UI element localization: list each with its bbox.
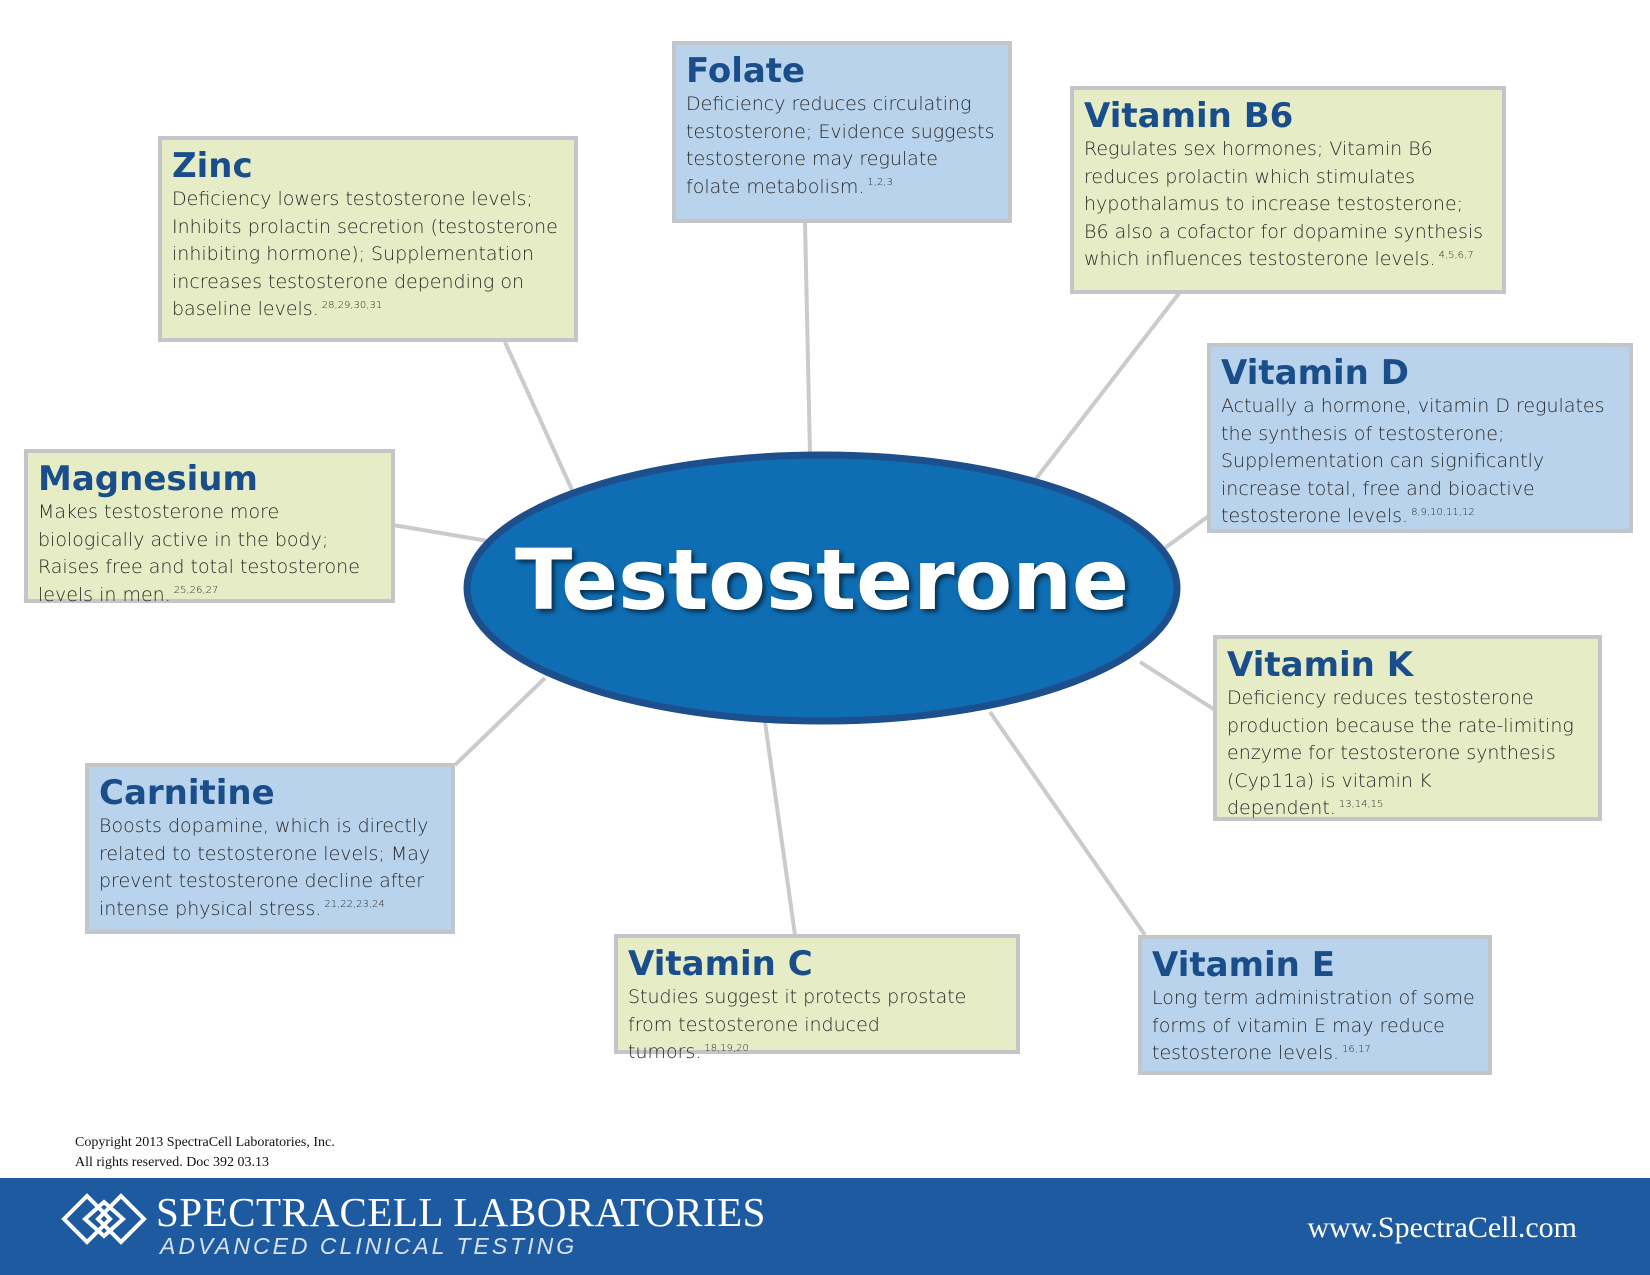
- website-link[interactable]: www.SpectraCell.com: [1307, 1211, 1577, 1244]
- node-vitamin-d: [1207, 343, 1633, 533]
- node-title: Magnesium: [38, 459, 258, 499]
- node-zinc: [158, 136, 578, 342]
- node-body: Deficiency reduces circulating testosterone; Evidence suggests testosterone may regulate folate metabolism. $^{1,2,3}$: [686, 93, 995, 198]
- connector-vitamin-d: [1165, 515, 1210, 548]
- node-refs: 28,29,30,31: [321, 299, 383, 311]
- connector-magnesium: [393, 525, 488, 541]
- brand-tagline: ADVANCED CLINICAL TESTING: [160, 1233, 578, 1259]
- footer-bar: [0, 1178, 1650, 1275]
- node-title: Folate: [686, 51, 806, 91]
- connector-zinc: [505, 342, 572, 490]
- node-title: Vitamin D: [1221, 353, 1409, 393]
- node-body: Deficiency lowers testosterone levels; Inhibits prolactin secretion (testosterone inhibiting hormone); Supplementation increases testosterone depending on baseline levels. $^{28,29,30,31}$: [172, 188, 558, 320]
- node-vitamin-c: [614, 934, 1020, 1063]
- copyright: [75, 1133, 335, 1173]
- node-vitamin-b6: [1070, 86, 1506, 294]
- node-refs: 25,26,27: [173, 585, 219, 597]
- connector-carnitine: [455, 678, 545, 765]
- node-title: Vitamin C: [628, 944, 813, 984]
- copyright-line-1: Copyright 2013 SpectraCell Laboratories, Inc.: [75, 1135, 335, 1150]
- node-refs: 21,22,23,24: [324, 899, 385, 911]
- brand-name: SPECTRACELL LABORATORIES: [156, 1189, 766, 1235]
- node-refs: 13,14,15: [1338, 798, 1384, 810]
- center-label: Testosterone: [514, 530, 1130, 629]
- node-title: Vitamin B6: [1084, 96, 1294, 136]
- node-refs: 1,2,3: [867, 177, 893, 189]
- node-title: Zinc: [172, 146, 253, 186]
- node-refs: 18,19,20: [704, 1042, 749, 1054]
- connector-vitamin-c: [765, 722, 795, 935]
- node-carnitine: [85, 763, 455, 934]
- node-title: Vitamin E: [1152, 945, 1335, 985]
- node-magnesium: [24, 449, 395, 606]
- node-refs: 8,9,10,11,12: [1411, 506, 1475, 518]
- node-body: Regulates sex hormones; Vitamin B6 reduces prolactin which stimulates hypothalamus to increase testosterone; B6 also a cofactor for dopamine synthesis which influences testosterone levels. $^{4,5,6,7}$: [1084, 138, 1484, 270]
- connector-vitamin-b6: [1035, 292, 1180, 480]
- node-body: Studies suggest it protects prostate from testosterone induced tumors. $^{18,19,20}$: [628, 986, 967, 1063]
- node-body: Deficiency reduces testosterone production because the rate-limiting enzyme for testosterone synthesis (Cyp11a) is vitamin K dependent. $^{13,14,15}$: [1227, 687, 1574, 819]
- copyright-line-2: All rights reserved. Doc 392 03.13: [75, 1155, 270, 1170]
- node-body: Actually a hormone, vitamin D regulates the synthesis of testosterone; Supplementation can significantly increase total, free and bioactive testosterone levels. $^{8,9,10,11,12}$: [1221, 395, 1605, 527]
- node-body: Makes testosterone more biologically active in the body; Raises free and total testosterone levels in men. $^{25,26,27}$: [38, 501, 360, 606]
- node-folate: [672, 41, 1012, 223]
- node-vitamin-e: [1138, 935, 1492, 1075]
- node-title: Carnitine: [99, 773, 275, 813]
- connector-vitamin-k: [1140, 662, 1215, 710]
- node-vitamin-k: [1213, 635, 1602, 821]
- spectracell-logo-icon: [60, 1188, 148, 1250]
- connector-folate: [805, 222, 810, 455]
- connector-vitamin-e: [990, 712, 1145, 935]
- node-refs: 16,17: [1342, 1043, 1371, 1055]
- node-body: Boosts dopamine, which is directly related to testosterone levels; May prevent testosterone decline after intense physical stress. $^{21,22,23,24}$: [99, 815, 431, 920]
- node-refs: 4,5,6,7: [1438, 249, 1474, 261]
- node-body: Long term administration of some forms of vitamin E may reduce testosterone levels. $^{16,17}$: [1152, 987, 1475, 1064]
- node-title: Vitamin K: [1227, 645, 1414, 685]
